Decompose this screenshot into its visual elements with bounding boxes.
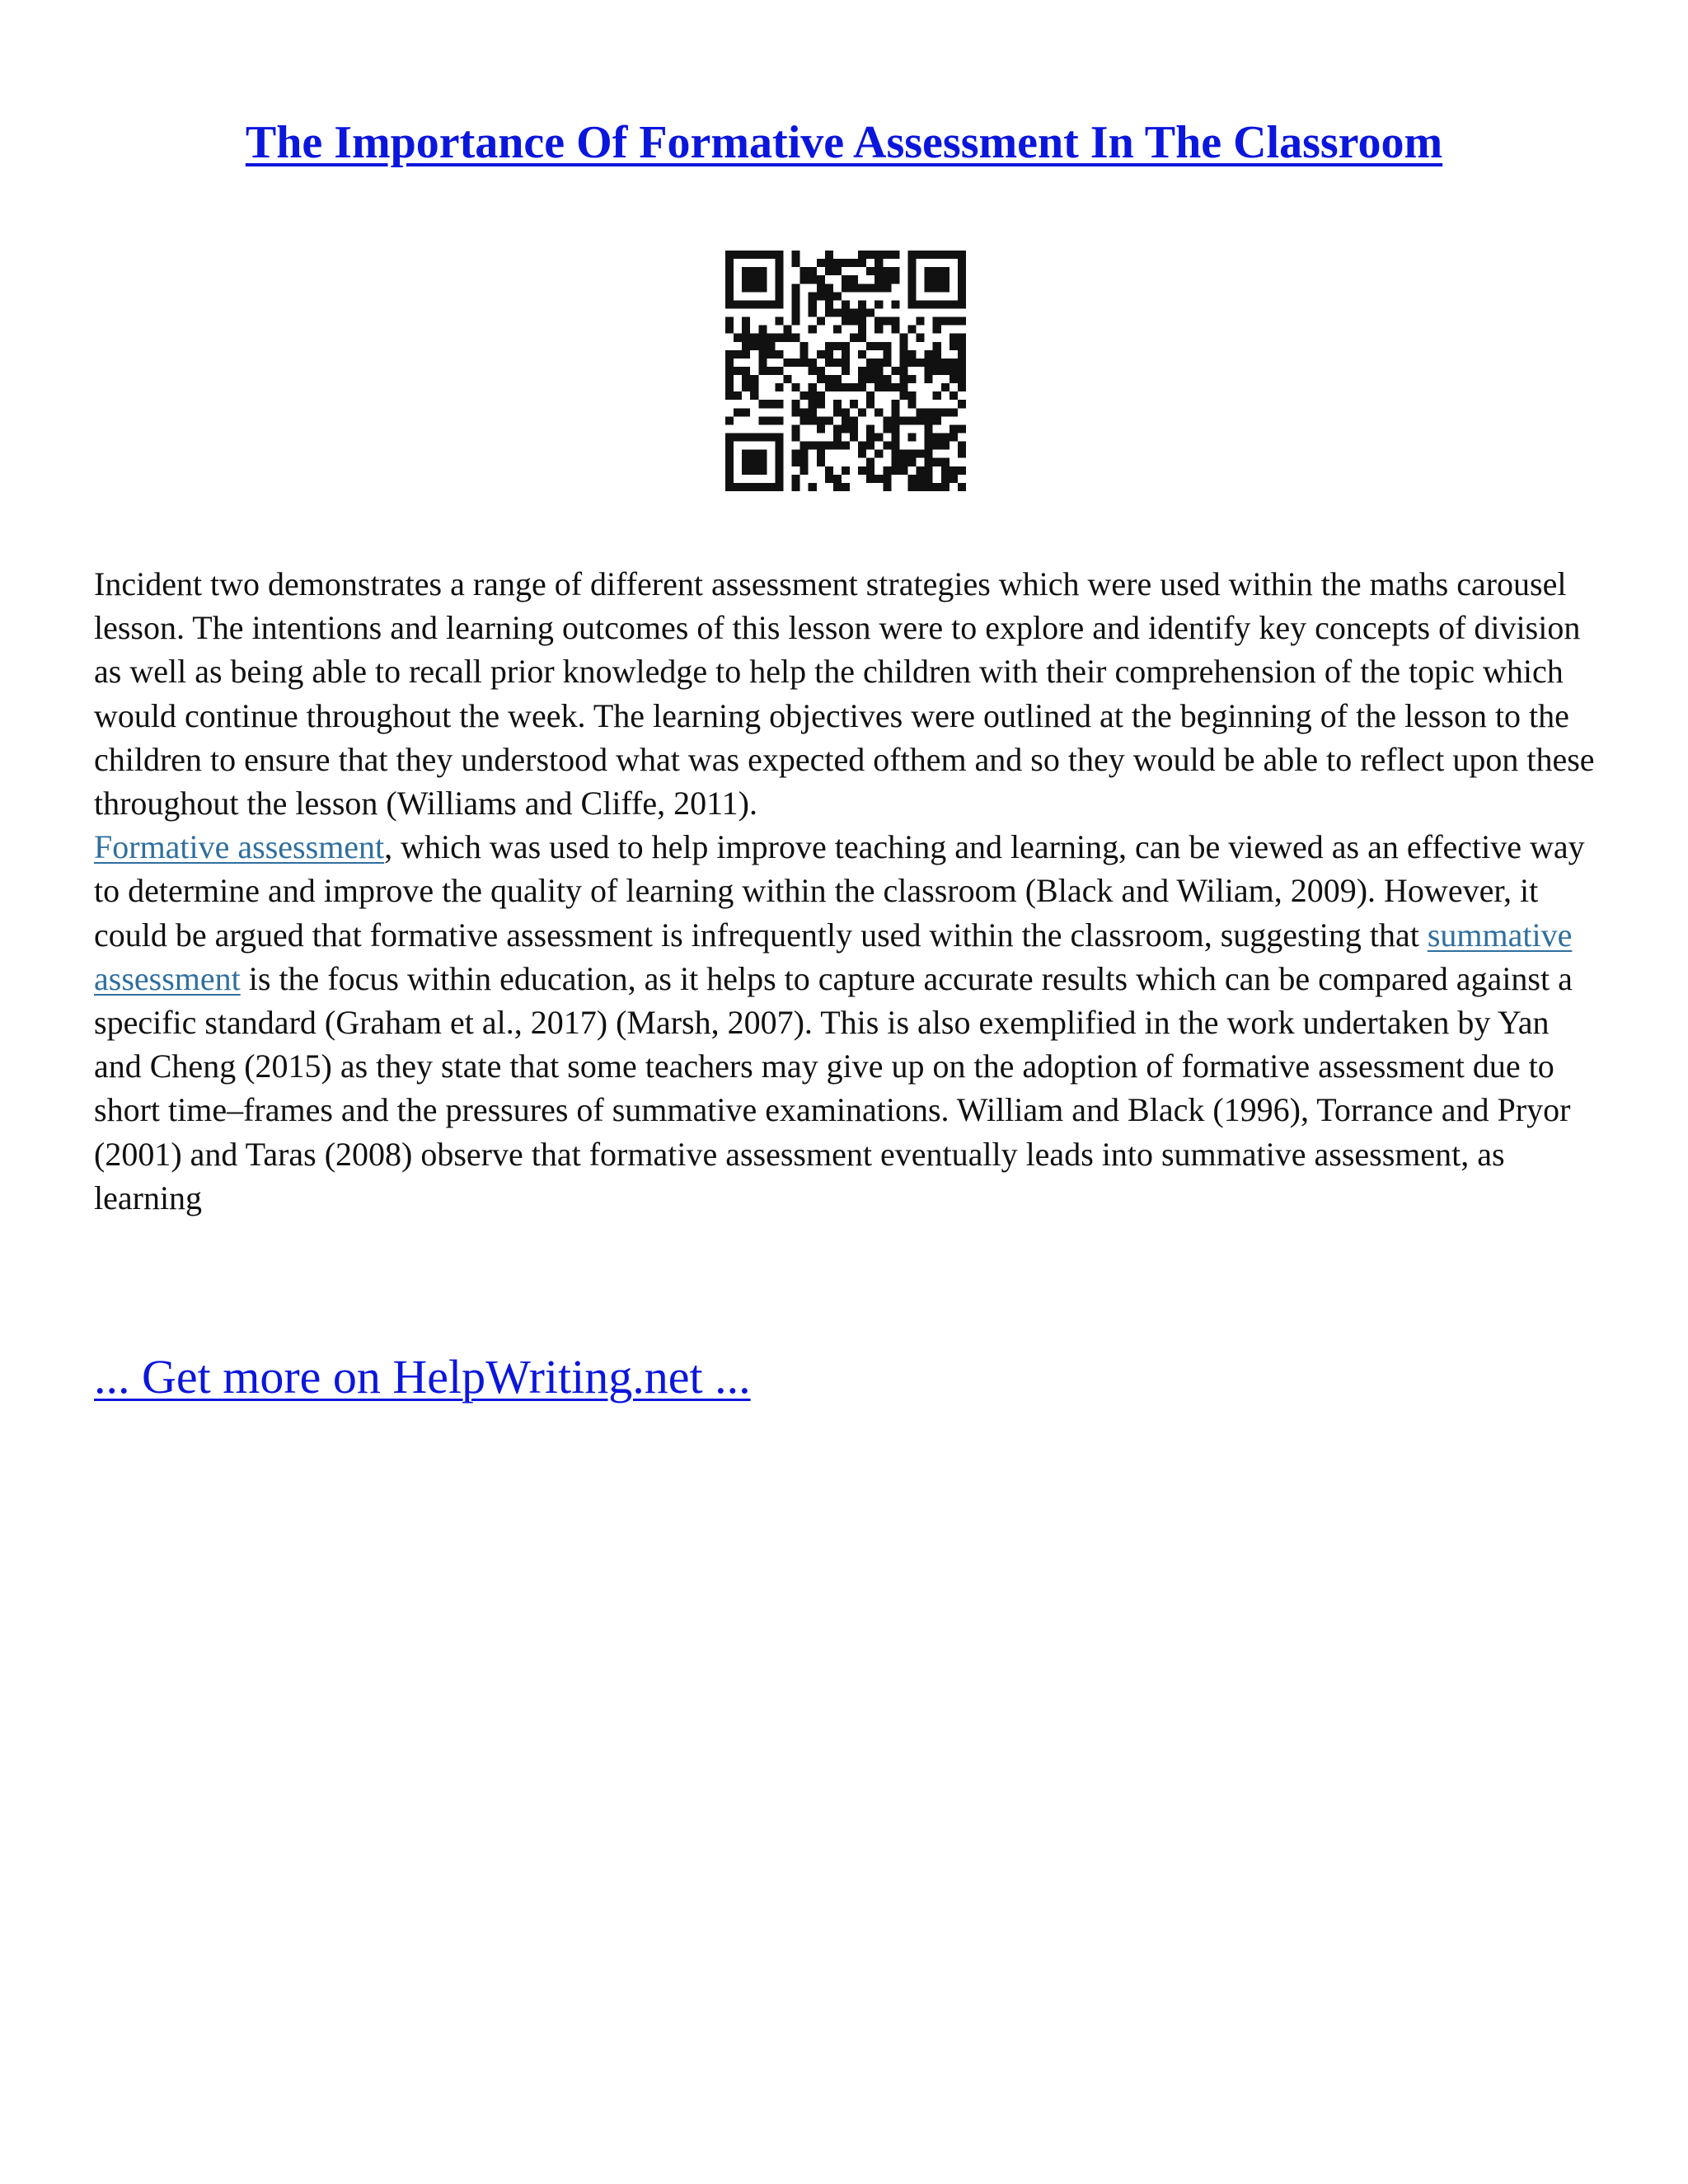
paragraph-incident-two: Incident two demonstrates a range of different assessment strategies which were used within the maths carousel lesson. The intentions and learning outcomes of this lesson were to explore and identify key concepts of division as well as being able to recall prior knowledge to help the children with their comprehension of the topic which would continue throughout the week. The learning objectives were outlined at the beginning of the lesson to the children to ensure that they understood what was expected ofthem and so they would be able to reflect upon these throughout the lesson (Williams and Cliffe, 2011).: [94, 565, 1595, 823]
article-body: [94, 562, 1602, 1220]
formative-assessment-link[interactable]: Formative assessment: [94, 828, 385, 866]
paragraph-text-segment: is the focus within education, as it helps to capture accurate results which can be compared against a specific standard (Graham et al., 2017) (Marsh, 2007). This is also exemplified in the work undertaken by Yan and Cheng (2015) as they state that some teachers may give up on the adoption of formative assessment due to short time–frames and the pressures of summative examinations. William and Black (1996), Torrance and Pryor (2001) and Taras (2008) observe that formative assessment eventually leads into summative assessment, as learning: [94, 959, 1573, 1216]
paragraph-text-segment: , which was used to help improve teaching and learning, can be viewed as an effective way to determine and improve the quality of learning within the classroom (Black and Wiliam, 2009). However, it could be argued that formative assessment is infrequently used within the classroom, suggesting that: [94, 828, 1585, 954]
document-title: [0, 114, 1688, 171]
summative-assessment-link[interactable]: summative assessment: [94, 916, 1573, 997]
paragraph-formative-assessment: [94, 825, 1602, 1220]
qr-code-icon: [725, 251, 966, 491]
get-more-link[interactable]: ... Get more on HelpWriting.net ...: [94, 1350, 751, 1404]
title-link[interactable]: The Importance Of Formative Assessment In The Classroom: [245, 117, 1443, 168]
more-link-container: [94, 1348, 751, 1406]
